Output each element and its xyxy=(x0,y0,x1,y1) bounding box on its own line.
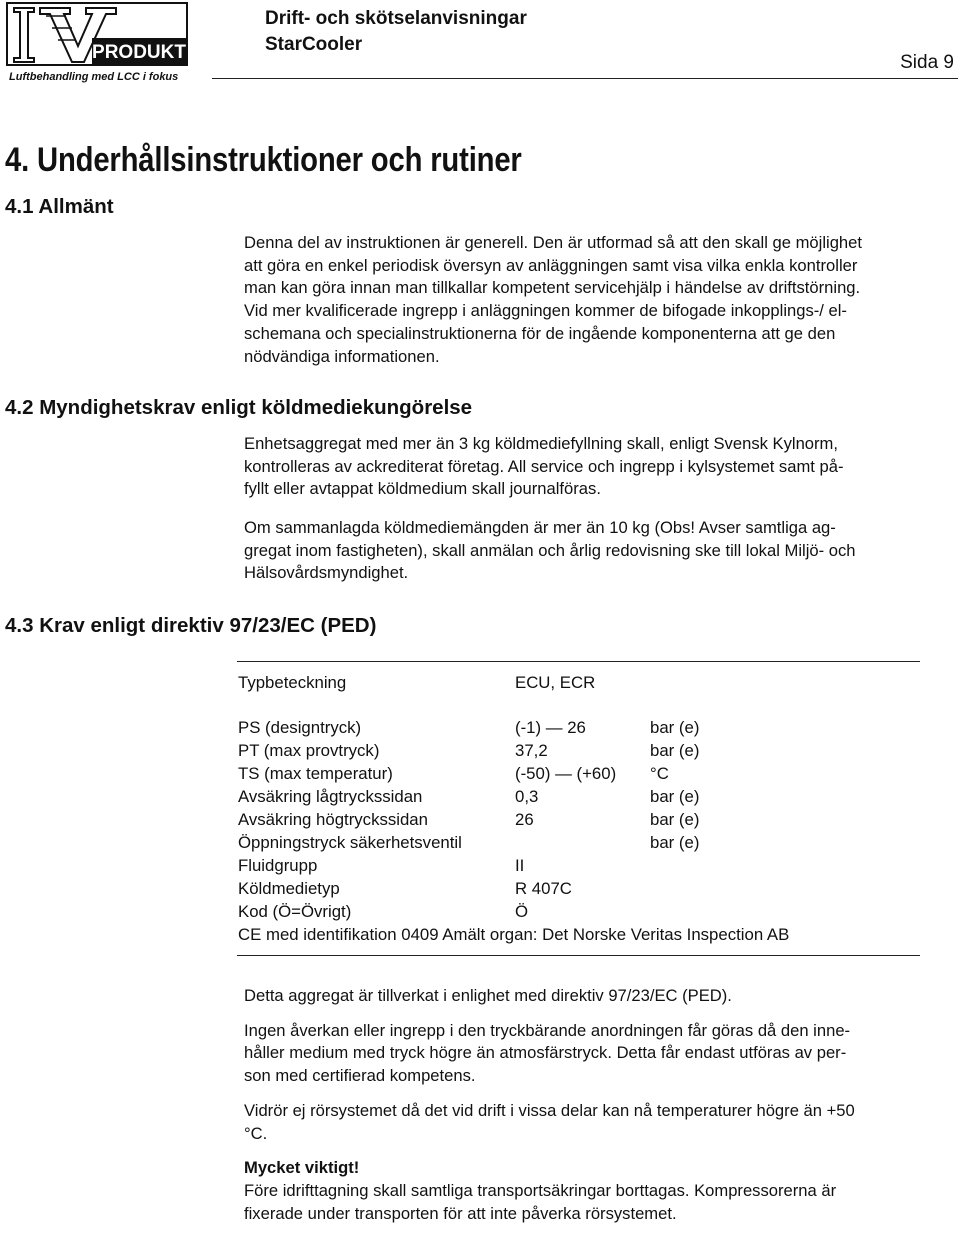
table-row-value: (-1) — 26 xyxy=(515,718,586,737)
type-value: ECU, ECR xyxy=(515,673,596,692)
section-4-2-paragraph-1 xyxy=(244,433,960,501)
section-4-3-text xyxy=(244,985,960,1225)
document-title-line: Drift- och skötselanvisningar xyxy=(265,8,527,29)
table-row-value: 0,3 xyxy=(515,787,539,806)
table-bottom-rule xyxy=(237,955,920,956)
table-row-value: Ö xyxy=(515,902,529,921)
table-row-unit: °C xyxy=(650,764,669,783)
text-line: schemana och specialinstruktionerna för de ingående komponenterna att ge den xyxy=(244,323,836,343)
text-line: son med certifierad kompetens. xyxy=(244,1066,476,1086)
section-heading-4-2: 4.2 Myndighetskrav enligt köldmediekungörelse xyxy=(5,396,473,419)
table-row-label: Avsäkring lågtryckssidan xyxy=(238,787,423,806)
text-line: fyllt eller avtappat köldmedium skall journalföras. xyxy=(244,479,601,499)
text-line: Om sammanlagda köldmediemängden är mer än 10 kg (Obs! Avser samtliga ag- xyxy=(244,518,836,537)
table-row-label: Kod (Ö=Övrigt) xyxy=(238,902,352,921)
text-line: håller medium med tryck högre än atmosfärstryck. Detta får endast utföras av per- xyxy=(244,1043,847,1063)
product-name: StarCooler xyxy=(265,34,363,55)
table-top-rule xyxy=(237,661,920,662)
logo-tagline: Luftbehandling med LCC i fokus xyxy=(9,71,179,83)
table-row-value: 26 xyxy=(515,810,534,829)
ce-marking: CE med identifikation 0409 Amält organ: Det Norske Veritas Inspection AB xyxy=(238,925,790,944)
text-line: gregat inom fastigheten), skall anmälan och årlig redovisning ske till lokal Miljö- och xyxy=(244,540,856,560)
table-row-label: Avsäkring högtryckssidan xyxy=(238,810,428,829)
table-row-value: R 407C xyxy=(515,879,572,898)
table-row-label: PT (max provtryck) xyxy=(238,741,380,760)
table-row-label: Köldmedietyp xyxy=(238,879,340,898)
text-line: man kan göra innan man tillkallar kompetent servicehjälp i händelse av driftstörning. xyxy=(244,278,861,298)
text-line: Enhetsaggregat med mer än 3 kg köldmediefyllning skall, enligt Svensk Kylnorm, xyxy=(244,434,838,453)
table-row-label: TS (max temperatur) xyxy=(238,764,393,783)
text-line: Före idrifttagning skall samtliga transportsäkringar borttagas. Kompressorerna är xyxy=(244,1180,837,1200)
text-line: fixerade under transporten för att inte påverka rörsystemet. xyxy=(244,1203,677,1223)
text-line: Ingen åverkan eller ingrepp i den tryckbärande anordningen får göras då den inne- xyxy=(244,1020,851,1040)
table-row-label: Öppningstryck säkerhetsventil xyxy=(238,833,462,852)
text-line: Denna del av instruktionen är generell. Den är utformad så att den skall ge möjlighet xyxy=(244,233,863,252)
table-row-unit: bar (e) xyxy=(650,810,700,829)
table-row-value: II xyxy=(515,856,525,875)
company-logo xyxy=(6,2,188,84)
type-label: Typbeteckning xyxy=(238,673,347,692)
table-row-unit: bar (e) xyxy=(650,787,700,806)
table-row-unit: bar (e) xyxy=(650,741,700,760)
section-4-1-paragraph xyxy=(244,232,960,368)
document-title xyxy=(265,6,527,58)
section-heading-4-3: 4.3 Krav enligt direktiv 97/23/EC (PED) xyxy=(5,614,377,637)
chapter-heading: 4. Underhållsinstruktioner och rutiner xyxy=(5,141,522,179)
header-divider xyxy=(212,78,958,79)
table-row-value: 37,2 xyxy=(515,741,548,760)
text-line: kontrolleras av ackrediterat företag. All service och ingrepp i kylsystemet samt på- xyxy=(244,456,844,476)
table-row-label: PS (designtryck) xyxy=(238,718,362,737)
table-row-unit: bar (e) xyxy=(650,718,700,737)
warning-title: Mycket viktigt! xyxy=(244,1158,360,1178)
table-row-unit: bar (e) xyxy=(650,833,700,852)
section-heading-4-1: 4.1 Allmänt xyxy=(5,195,114,218)
text-line: Vid mer kvalificerade ingrepp i anläggningen kommer de bifogade inkopplings-/ el- xyxy=(244,301,847,321)
text-line: nödvändiga informationen. xyxy=(244,346,440,366)
table-row-value: (-50) — (+60) xyxy=(515,764,617,783)
text-line: Vidrör ej rörsystemet då det vid drift i vissa delar kan nå temperaturer högre än +50 xyxy=(244,1100,855,1120)
logo-wordmark: PRODUKT xyxy=(92,42,186,63)
iv-produkt-logo xyxy=(6,2,188,84)
page-number: Sida 9 xyxy=(900,52,954,73)
text-line: att göra en enkel periodisk översyn av anläggningen samt visa vilka enkla kontroller xyxy=(244,255,858,275)
section-4-2-paragraph-2 xyxy=(244,517,960,585)
table-row-label: Fluidgrupp xyxy=(238,856,318,875)
text-line: Detta aggregat är tillverkat i enlighet med direktiv 97/23/EC (PED). xyxy=(244,986,732,1005)
text-line: Hälsovårdsmyndighet. xyxy=(244,563,409,583)
text-line: °C. xyxy=(244,1123,268,1143)
